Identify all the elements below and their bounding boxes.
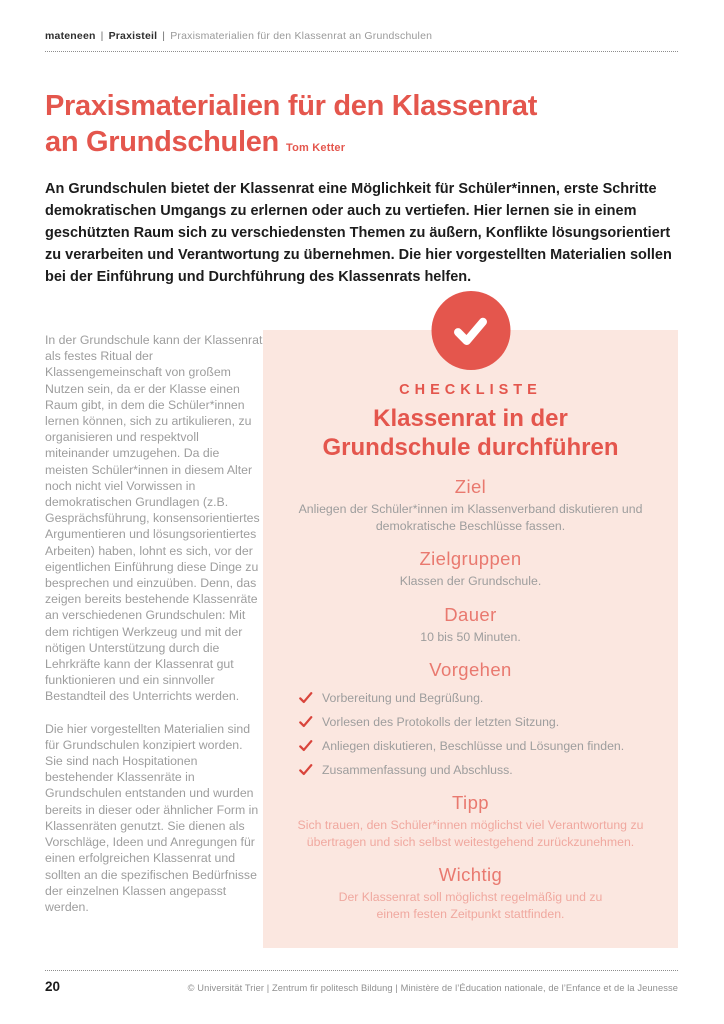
section-vorgehen-heading: Vorgehen xyxy=(429,659,512,680)
section-wichtig-heading: Wichtig xyxy=(438,864,503,885)
section-ziel xyxy=(291,475,650,534)
checklist-item-label: Vorlesen des Protokolls der letzten Sitzung. xyxy=(322,715,560,729)
page-header xyxy=(45,30,678,52)
title-block xyxy=(45,88,679,166)
checklist-item xyxy=(299,715,650,730)
checklist-item-label: Zusammenfassung und Abschluss. xyxy=(322,763,513,777)
header-separator: | xyxy=(162,30,166,42)
page-number: 20 xyxy=(45,979,61,994)
brand-name: mateneen xyxy=(45,30,96,42)
vorgehen-item-list xyxy=(291,691,650,778)
checklist-item xyxy=(299,763,650,778)
body-paragraph-1: In der Grundschule kann der Klassenrat als festes Ritual der Klassengemeinschaft von großem Nutzen sein, da er der Klasse einen Raum gibt, in dem die Schüler*innen lernen können, sich zu artikulieren, zu organisieren und respektvoll miteinander umzugehen. Da die meisten Schüler*innen in diesem Alter noch nicht viel Vorwissen in demokratischen Grundlagen (z.B. Gesprächsführung, konsensorientiertes Argumentieren und lösungsorientiertes Arbeiten) haben, lohnt es sich, vor der eigentlichen Einführung diese Dinge zu besprechen und einzuüben. Denn, das zeigen bereits bestehende Klassenräte an verschiedenen Grundschulen: Mit dem richtigen Werkzeug und mit der nötigen Unterstützung durch die Lehrkräfte kann der Klassenrat gut funktionieren und ein sinnvoller Bestandteil des Unterrichts werden. xyxy=(45,333,263,704)
section-zielgruppen-heading: Zielgruppen xyxy=(419,548,522,569)
section-wichtig-body: Der Klassenrat soll möglichst regelmäßig und zu einem festen Zeitpunkt stattfinden. xyxy=(338,890,603,921)
checklist-title-line1: Klassenrat in der xyxy=(373,405,568,432)
checkmark-icon xyxy=(299,715,313,729)
section-dauer-heading: Dauer xyxy=(444,603,497,625)
body-column xyxy=(45,330,263,915)
section-zielgruppen xyxy=(291,547,650,590)
section-tipp xyxy=(291,791,650,850)
checkmark-icon xyxy=(299,691,313,705)
page-title xyxy=(45,88,679,166)
checklist-item-label: Anliegen diskutieren, Beschlüsse und Lösungen finden. xyxy=(322,739,625,753)
section-vorgehen xyxy=(291,658,650,778)
header-doc-title: Praxismaterialien für den Klassenrat an Grundschulen xyxy=(170,30,433,42)
main-content xyxy=(45,330,678,948)
page-footer xyxy=(45,970,678,994)
section-tipp-heading: Tipp xyxy=(452,792,489,813)
body-paragraph-2: Die hier vorgestellten Materialien sind für Grundschulen konzipiert worden. Sie sind nach Hospitationen bestehender Klassenräte in Grundschulen entstanden und wurden bereits in dieser oder ähnlicher Form in Klassenräten genutzt. Sie dienen als Vorschläge, Ideen und Anregungen für einen erfolgreichen Klassenrat und sollten an die spezifischen Bedürfnisse der einzelnen Klassen angepasst werden. xyxy=(45,721,259,914)
section-dauer-body: 10 bis 50 Minuten. xyxy=(420,629,521,644)
section-dauer xyxy=(291,603,650,646)
checklist-item-label: Vorbereitung und Begrüßung. xyxy=(322,691,484,705)
header-separator: | xyxy=(100,30,104,42)
checklist-label: CHECKLISTE xyxy=(399,382,542,398)
checklist-item xyxy=(299,691,650,706)
page-title-line2: an Grundschulen xyxy=(45,126,279,158)
header-section-label: Praxisteil xyxy=(108,30,158,42)
checklist-item xyxy=(299,739,650,754)
section-ziel-body: Anliegen der Schüler*innen im Klassenverband diskutieren und demokratische Beschlüsse fassen. xyxy=(298,502,643,533)
author-name: Tom Ketter xyxy=(285,142,346,154)
footer-credits: © Universität Trier | Zentrum fir politesch Bildung | Ministère de l’Éducation nationale, de l’Enfance et de la Jeunesse xyxy=(187,983,678,993)
checklist-box xyxy=(263,330,678,948)
section-tipp-body: Sich trauen, den Schüler*innen möglichst viel Verantwortung zu übertragen und sich selbst weitestgehend zurückzunehmen. xyxy=(297,818,644,849)
section-ziel-heading: Ziel xyxy=(454,476,487,497)
checklist-title xyxy=(291,404,650,462)
checklist-title-line2: Grundschule durchführen xyxy=(322,434,619,461)
checkmark-icon xyxy=(299,739,313,753)
check-circle-icon xyxy=(431,291,510,370)
page-title-line1: Praxismaterialien für den Klassenrat xyxy=(45,90,538,122)
section-zielgruppen-body: Klassen der Grundschule. xyxy=(399,574,542,588)
section-wichtig xyxy=(291,863,650,922)
checkmark-icon xyxy=(299,763,313,777)
intro-paragraph: An Grundschulen bietet der Klassenrat eine Möglichkeit für Schüler*innen, erste Schritte demokratischen Umgangs zu erlernen oder auch zu vertiefen. Hier lernen sie in einem geschützten Raum sich zu verschiedensten Themen zu äußern, Konflikte lösungsorientiert zu verarbeiten und Verantwortung zu übernehmen. Die hier vorgestellten Materialien sollen bei der Einführung und Durchführung des Klassenrats helfen. xyxy=(45,181,672,285)
